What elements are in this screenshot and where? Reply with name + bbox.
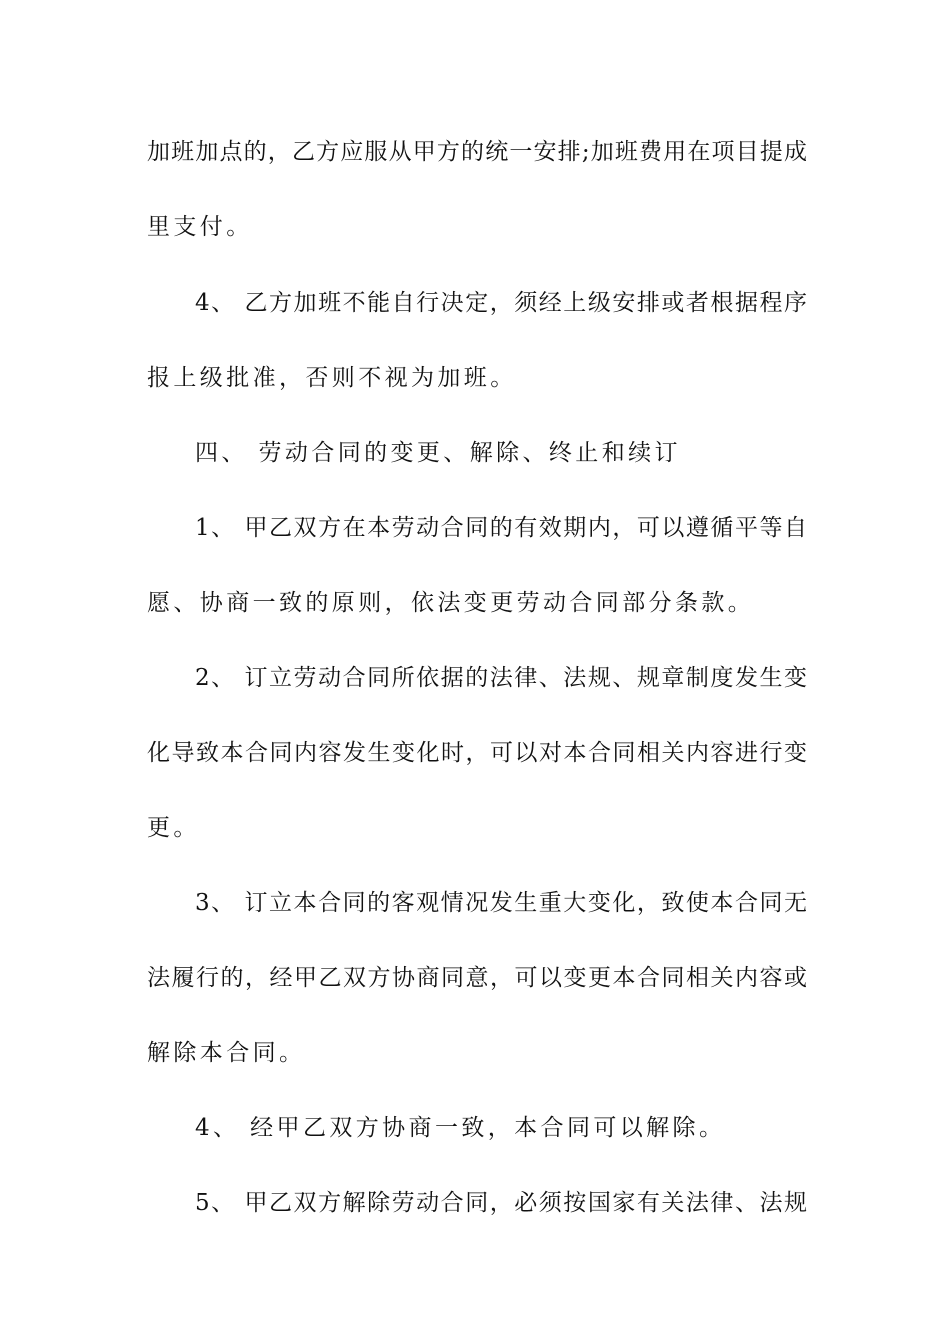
paragraph-line: 加班加点的，乙方应服从甲方的统一安排;加班费用在项目提成 [147,139,807,165]
paragraph-line: 愿、协商一致的原则，依法变更劳动合同部分条款。 [147,590,755,616]
clause-4-overtime: 4、 乙方加班不能自行决定，须经上级安排或者根据程序 [195,290,807,316]
paragraph-line: 报上级批准，否则不视为加班。 [147,365,517,391]
clause-2: 2、 订立劳动合同所依据的法律、法规、规章制度发生变 [195,665,807,691]
paragraph-line: 更。 [147,815,200,841]
paragraph-line: 解除本合同。 [147,1040,306,1066]
paragraph-line: 法履行的，经甲乙双方协商同意，可以变更本合同相关内容或 [147,965,807,991]
clause-3: 3、 订立本合同的客观情况发生重大变化，致使本合同无 [195,890,807,916]
clause-1: 1、 甲乙双方在本劳动合同的有效期内，可以遵循平等自 [195,515,807,541]
section-heading-4: 四、 劳动合同的变更、解除、终止和续订 [195,440,681,466]
paragraph-line: 里支付。 [147,214,253,240]
paragraph-line: 化导致本合同内容发生变化时，可以对本合同相关内容进行变 [147,740,807,766]
clause-5: 5、 甲乙双方解除劳动合同，必须按国家有关法律、法规 [195,1190,807,1216]
clause-4: 4、 经甲乙双方协商一致，本合同可以解除。 [195,1115,726,1141]
